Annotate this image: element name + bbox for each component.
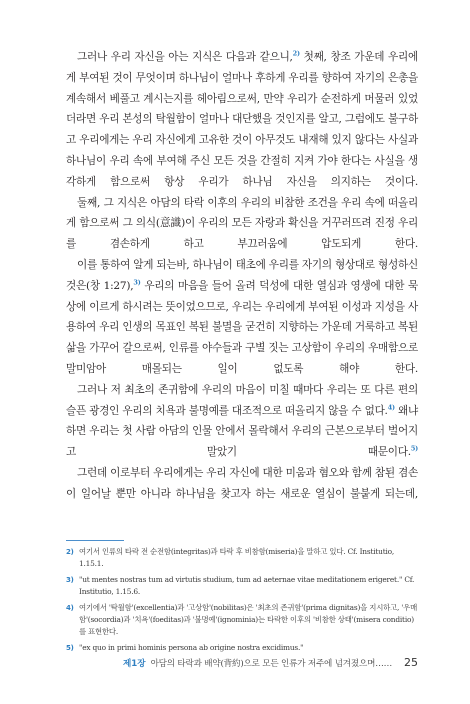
footnote-text: "ex quo in primi hominis persona ab origine nostra excidimus."	[79, 642, 304, 652]
footnote-number: 3)	[66, 575, 74, 584]
footnote-number: 2)	[66, 548, 74, 556]
footnote-reference[interactable]: 4)	[387, 403, 395, 412]
footnote	[66, 602, 418, 639]
footnote	[66, 546, 418, 571]
chapter-title: 아담의 타락과 배약(背約)으로 모든 인류가 저주에 넘겨졌으며……	[150, 659, 392, 669]
footnote-text: "ut mentes nostras tum ad virtutis studium, tum ad aeternae vitae meditationem erigeret." Cf. Institutio, 1.15.6.	[79, 574, 415, 597]
footnote	[66, 574, 418, 599]
footnote-text: 여기에서 '탁월함'(excellentia)과 '고상함'(nobilitas)은 '최초의 존귀함'(prima dignitas)을 지시하고, '우매함'(socordia)과 '치욕'(foeditas)과 '불명예'(ignominia)는 타락한 이후의 '비참한 상태'(misera conditio)를 표현한다.	[79, 602, 418, 637]
chapter-label: 제1장	[122, 659, 146, 669]
body-text	[66, 47, 418, 505]
footnote-number: 4)	[66, 603, 74, 612]
paragraph: 그러나 저 최초의 존귀함에 우리의 마음이 미칠 때마다 우리는 또 다른 편의 슬픈 광경인 우리의 치욕과 불명예를 대조적으로 떠올리지 않을 수 없다.$^{4)}$ 왜냐하면 우리는 첫 사람 아담의 인물 안에서 몰락해서 우리의 근본으로부터 벌어지고 말았기 때문이다.$^{5)}$	[66, 383, 418, 459]
footnote	[66, 642, 418, 654]
page-number: 25	[404, 656, 418, 669]
running-footer	[66, 656, 418, 669]
paragraph: 그러나 우리 자신을 아는 지식은 다음과 같으니,$^{2)}$ 첫째, 창조 가운데 우리에게 부여된 것이 무엇이며 하나님이 얼마나 후하게 우리를 향하여 자기의 은총을 계속해서 베풀고 계시는지를 헤아림으로써, 만약 우리가 순전하게 머물러 있었더라면 우리 본성의 탁월함이 얼마나 대단했을 것인지를 알고, 그럼에도 불구하고 우리에게는 우리 자신에게 고유한 것이 아무것도 내재해 있지 않다는 사실과 하나님이 우리 속에 부여해 주신 모든 것을 간절히 지켜 가야 한다는 사실을 생각하게 함으로써 항상 우리가 하나님 자신을 의지하는 것이다.	[66, 49, 418, 188]
footnote-reference[interactable]: 2)	[292, 49, 300, 58]
paragraph: 그런데 이로부터 우리에게는 우리 자신에 대한 미움과 혐오와 함께 참된 겸손이 일어날 뿐만 아니라 하나님을 찾고자 하는 새로운 열심이 불붙게 되는데,	[66, 466, 418, 500]
paragraph: 이를 통하여 알게 되는바, 하나님이 태초에 우리를 자기의 형상대로 형성하신 것은(창 1:27),$^{3)}$ 우리의 마음을 들어 올려 덕성에 대한 열심과 영생에 대한 묵상에 이르게 하시려는 뜻이었으므로, 우리는 우리에게 부여된 이성과 지성을 사용하여 우리 인생의 목표인 복된 불멸을 굳건히 지향하는 가운데 거룩하고 복된 삶을 가꾸어 갈으로써, 인류를 야수들과 구별 짓는 고상함이 우리의 우매함으로 말미암아 매몰되는 일이 없도록 해야 한다.	[66, 258, 418, 375]
footnote-divider	[66, 540, 124, 541]
footnote-number: 5)	[66, 643, 74, 652]
footnote-reference[interactable]: 5)	[410, 444, 418, 453]
footnote-text: 여기서 인류의 타락 전 순전함(integritas)과 타락 후 비참함(miseria)을 말하고 있다. Cf. Institutio, 1.15.1.	[79, 547, 395, 569]
footnotes	[66, 546, 418, 657]
paragraph: 둘째, 그 지식은 아담의 타락 이후의 우리의 비참한 조건을 우리 속에 떠올리게 함으로써 그 의식(意識)이 우리의 모든 자랑과 확신을 거꾸러뜨려 진정 우리를 겸손하게 하고 부끄러움에 압도되게 한다.	[66, 196, 418, 251]
footnote-reference[interactable]: 3)	[133, 278, 141, 287]
